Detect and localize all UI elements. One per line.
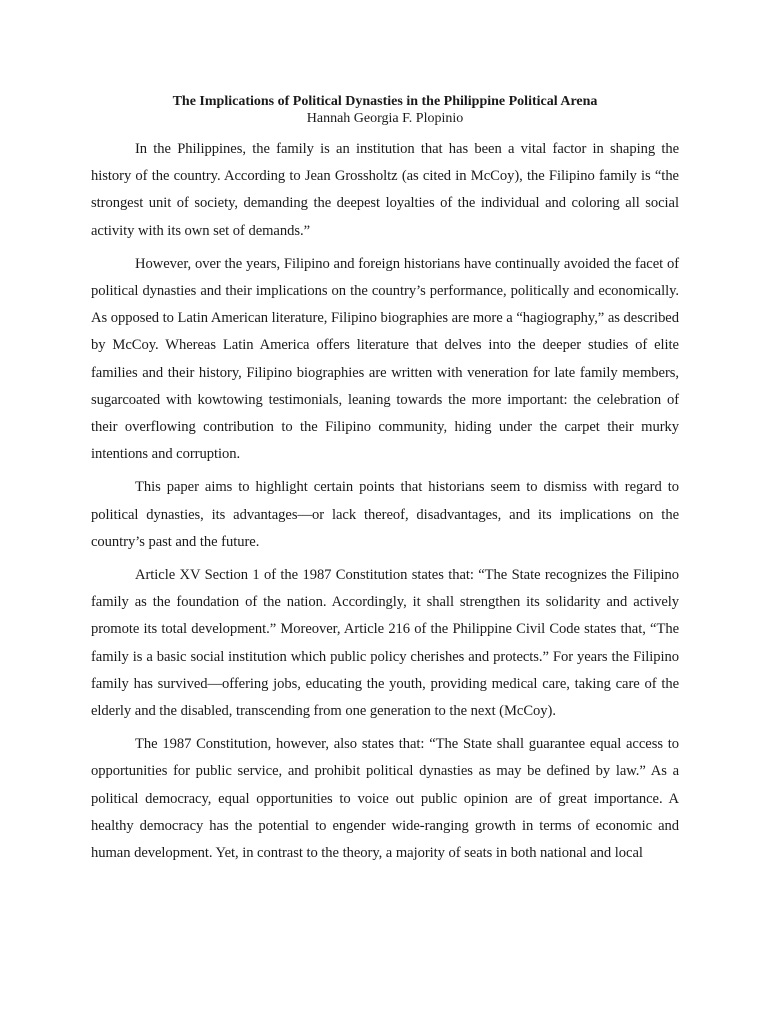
paragraph-3: This paper aims to highlight certain points that historians seem to dismiss with regard to political dynasties, its advantages—or lack thereof, disadvantages, and its implications on the country’s past and the future. (91, 479, 679, 550)
paragraph-5: The 1987 Constitution, however, also states that: “The State shall guarantee equal access to opportunities for public service, and prohibit political dynasties as may be defined by law.” As a political democracy, equal opportunities to voice out public opinion are of great importance. A healthy democracy has the potential to engender wide-ranging growth in terms of economic and human development. Yet, in contrast to the theory, a majority of seats in both national and local (91, 736, 679, 862)
paragraph-1: In the Philippines, the family is an institution that has been a vital factor in shaping the history of the country. According to Jean Grossholtz (as cited in McCoy), the Filipino family is “the strongest unit of society, demanding the deepest loyalties of the individual and coloring all social activity with its own set of demands.” (91, 141, 679, 239)
paragraph-2: However, over the years, Filipino and foreign historians have continually avoided the facet of political dynasties and their implications on the country’s performance, politically and economically. As opposed to Latin American literature, Filipino biographies are more a “hagiography,” as described by McCoy. Whereas Latin America offers literature that delves into the deeper studies of elite families and their history, Filipino biographies are written with veneration for late family members, sugarcoated with kowtowing testimonials, leaning towards the more important: the celebration of their overflowing contribution to the Filipino community, hiding under the carpet their murky intentions and corruption. (91, 255, 679, 463)
paragraph-4: Article XV Section 1 of the 1987 Constitution states that: “The State recognizes the Filipino family as the foundation of the nation. Accordingly, it shall strengthen its solidarity and actively promote its total development.” Moreover, Article 216 of the Philippine Civil Code states that, “The family is a basic social institution which public policy cherishes and protects.” For years the Filipino family has survived—offering jobs, educating the youth, providing medical care, taking care of the elderly and the disabled, transcending from one generation to the next (McCoy). (91, 567, 679, 720)
document-author: Hannah Georgia F. Plopinio (306, 111, 464, 126)
document-title: The Implications of Political Dynasties in the Philippine Political Arena (172, 94, 598, 109)
document-body (91, 93, 679, 873)
